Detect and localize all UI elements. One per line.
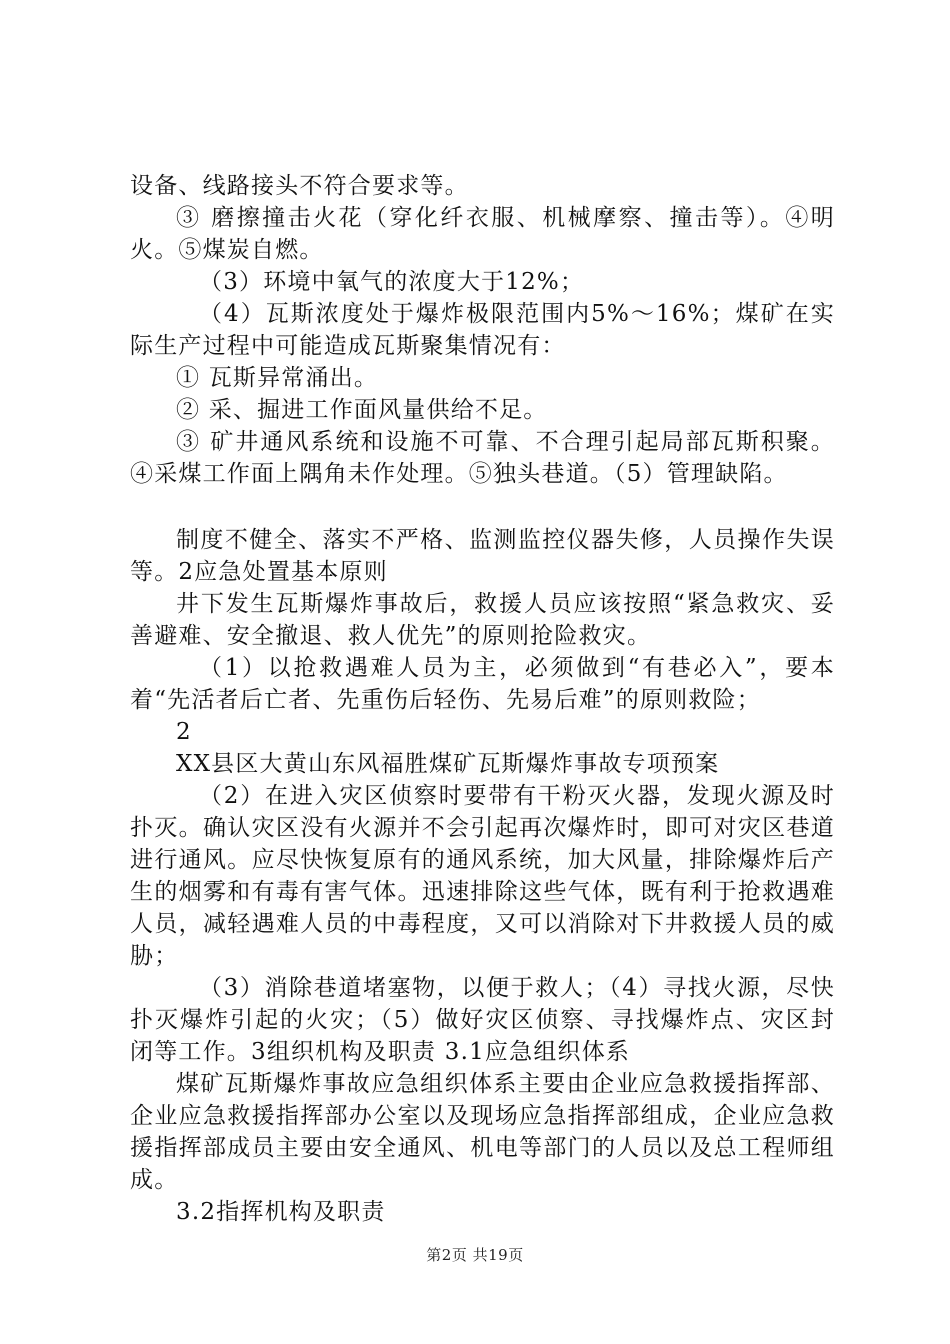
- paragraph-oxygen-concentration: （3）环境中氧气的浓度大于12%；: [199, 269, 585, 295]
- document-running-title: XX县区大黄山东风福胜煤矿瓦斯爆炸事故专项预案: [176, 751, 720, 777]
- paragraph-gas-outburst: ① 瓦斯异常涌出。: [176, 365, 379, 391]
- paragraph-clear-blockage: （3）消除巷道堵塞物，以便于救人；（4）寻找火源，尽快扑灭爆炸引起的火灾；（5）做好灾区侦察、寻找爆炸点、灾区封闭等工作。3组织机构及职责 3.1应急组织体系: [130, 975, 835, 1065]
- paragraph-rescue-principles: 井下发生瓦斯爆炸事故后，救援人员应该按照“紧急救灾、妥善避难、安全撤退、救人优先”的原则抢险救灾。: [130, 591, 835, 649]
- paragraph-management-defects: 制度不健全、落实不严格、监测监控仪器失修，人员操作失误等。2应急处置基本原则: [130, 527, 835, 585]
- paragraph-disaster-reconnaissance: （2）在进入灾区侦察时要带有干粉灭火器，发现火源及时扑灭。确认灾区没有火源并不会引起再次爆炸时，即可对灾区巷道进行通风。应尽快恢复原有的通风系统，加大风量，排除爆炸后产生的烟雾和有毒有害气体。迅速排除这些气体，既有利于抢救遇难人员，减轻遇难人员的中毒程度，又可以消除对下井救援人员的威胁；: [130, 783, 835, 969]
- paragraph-ventilation-system: ③ 矿井通风系统和设施不可靠、不合理引起局部瓦斯积聚。④采煤工作面上隅角未作处理。⑤独头巷道。（5）管理缺陷。: [130, 429, 835, 487]
- paragraph-organization-system: 煤矿瓦斯爆炸事故应急组织体系主要由企业应急救援指挥部、企业应急救援指挥部办公室以及现场应急指挥部组成，企业应急救援指挥部成员主要由安全通风、机电等部门的人员以及总工程师组成。: [130, 1071, 835, 1193]
- document-body: [130, 170, 835, 1228]
- paragraph-gas-concentration: （4）瓦斯浓度处于爆炸极限范围内5%～16%；煤矿在实际生产过程中可能造成瓦斯聚集情况有：: [130, 301, 835, 359]
- paragraph-equipment-joints: 设备、线路接头不符合要求等。: [130, 173, 469, 199]
- paragraph-airflow-shortage: ② 采、掘进工作面风量供给不足。: [176, 397, 548, 423]
- page-number-inline: 2: [176, 719, 192, 745]
- paragraph-rescue-trapped: （1）以抢救遇难人员为主，必须做到“有巷必入”，要本着“先活者后亡者、先重伤后轻伤、先易后难”的原则救险；: [130, 655, 835, 713]
- page-footer: 第2页 共19页: [426, 1246, 524, 1264]
- paragraph-friction-sparks: ③ 磨擦撞击火花（穿化纤衣服、机械摩察、撞击等）。④明火。⑤煤炭自燃。: [130, 205, 835, 263]
- paragraph-gap: [130, 490, 835, 524]
- section-heading-command: 3.2指挥机构及职责: [176, 1199, 386, 1225]
